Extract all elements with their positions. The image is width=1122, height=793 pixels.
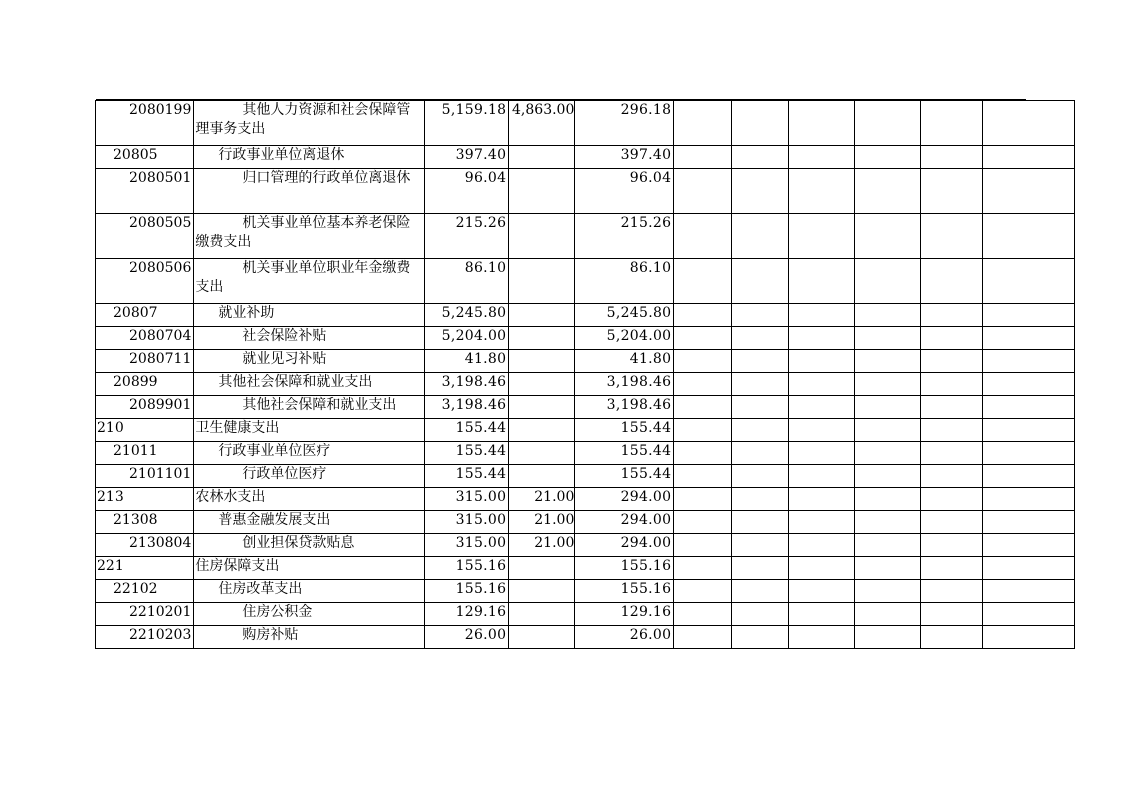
empty-cell	[855, 419, 921, 442]
row-project: 96.04	[575, 169, 674, 214]
row-total: 5,245.80	[425, 304, 509, 327]
row-name: 行政事业单位离退休	[194, 146, 425, 169]
empty-cell	[921, 214, 983, 259]
row-name: 就业补助	[194, 304, 425, 327]
empty-cell	[674, 511, 732, 534]
row-code: 22102	[96, 580, 194, 603]
empty-cell	[983, 259, 1075, 304]
row-total: 41.80	[425, 350, 509, 373]
empty-cell	[855, 488, 921, 511]
row-code: 2080704	[96, 327, 194, 350]
empty-cell	[921, 442, 983, 465]
row-project: 155.44	[575, 465, 674, 488]
row-name: 机关事业单位基本养老保险缴费支出	[194, 214, 425, 259]
row-code: 213	[96, 488, 194, 511]
row-name: 购房补贴	[194, 626, 425, 649]
empty-cell	[732, 350, 789, 373]
empty-cell	[983, 214, 1075, 259]
row-total: 96.04	[425, 169, 509, 214]
empty-cell	[789, 511, 855, 534]
empty-cell	[983, 350, 1075, 373]
table-row	[96, 626, 1075, 649]
empty-cell	[732, 304, 789, 327]
empty-cell	[983, 373, 1075, 396]
empty-cell	[855, 101, 921, 146]
table-row	[96, 465, 1075, 488]
row-total: 3,198.46	[425, 373, 509, 396]
empty-cell	[983, 580, 1075, 603]
empty-cell	[789, 419, 855, 442]
empty-cell	[921, 419, 983, 442]
empty-cell	[789, 626, 855, 649]
empty-cell	[674, 465, 732, 488]
row-basic	[509, 327, 575, 350]
empty-cell	[983, 534, 1075, 557]
empty-cell	[855, 511, 921, 534]
table-row	[96, 304, 1075, 327]
empty-cell	[855, 442, 921, 465]
empty-cell	[789, 146, 855, 169]
row-total: 155.44	[425, 419, 509, 442]
row-code: 2101101	[96, 465, 194, 488]
row-name: 住房公积金	[194, 603, 425, 626]
empty-cell	[855, 534, 921, 557]
empty-cell	[983, 327, 1075, 350]
row-code: 2080506	[96, 259, 194, 304]
table-row	[96, 214, 1075, 259]
row-name: 创业担保贷款贴息	[194, 534, 425, 557]
empty-cell	[921, 511, 983, 534]
row-code: 2080505	[96, 214, 194, 259]
empty-cell	[983, 304, 1075, 327]
row-total: 155.44	[425, 442, 509, 465]
empty-cell	[855, 327, 921, 350]
empty-cell	[674, 373, 732, 396]
table-row	[96, 101, 1075, 146]
row-project: 155.44	[575, 419, 674, 442]
empty-cell	[674, 169, 732, 214]
empty-cell	[921, 534, 983, 557]
row-total: 397.40	[425, 146, 509, 169]
empty-cell	[674, 557, 732, 580]
empty-cell	[855, 304, 921, 327]
table-row	[96, 350, 1075, 373]
empty-cell	[732, 169, 789, 214]
empty-cell	[983, 101, 1075, 146]
row-total: 155.16	[425, 557, 509, 580]
row-code: 20807	[96, 304, 194, 327]
empty-cell	[855, 557, 921, 580]
row-name: 其他人力资源和社会保障管理事务支出	[194, 101, 425, 146]
empty-cell	[921, 101, 983, 146]
table-row	[96, 327, 1075, 350]
empty-cell	[789, 557, 855, 580]
empty-cell	[855, 259, 921, 304]
row-basic: 21.00	[509, 534, 575, 557]
empty-cell	[983, 396, 1075, 419]
row-basic: 4,863.00	[509, 101, 575, 146]
row-code: 2080711	[96, 350, 194, 373]
empty-cell	[789, 488, 855, 511]
empty-cell	[732, 557, 789, 580]
row-project: 397.40	[575, 146, 674, 169]
empty-cell	[855, 169, 921, 214]
row-name: 行政单位医疗	[194, 465, 425, 488]
empty-cell	[983, 419, 1075, 442]
row-basic	[509, 259, 575, 304]
row-project: 294.00	[575, 488, 674, 511]
empty-cell	[921, 373, 983, 396]
row-name: 归口管理的行政单位离退休	[194, 169, 425, 214]
empty-cell	[789, 373, 855, 396]
row-basic	[509, 465, 575, 488]
row-name: 其他社会保障和就业支出	[194, 396, 425, 419]
row-total: 3,198.46	[425, 396, 509, 419]
empty-cell	[789, 603, 855, 626]
row-code: 2130804	[96, 534, 194, 557]
row-code: 2210201	[96, 603, 194, 626]
empty-cell	[732, 214, 789, 259]
row-basic	[509, 169, 575, 214]
row-name: 行政事业单位医疗	[194, 442, 425, 465]
empty-cell	[921, 304, 983, 327]
empty-cell	[855, 214, 921, 259]
empty-cell	[921, 626, 983, 649]
empty-cell	[921, 580, 983, 603]
row-project: 86.10	[575, 259, 674, 304]
row-basic	[509, 350, 575, 373]
row-basic	[509, 214, 575, 259]
empty-cell	[855, 146, 921, 169]
empty-cell	[921, 146, 983, 169]
empty-cell	[921, 396, 983, 419]
row-total: 315.00	[425, 534, 509, 557]
empty-cell	[983, 465, 1075, 488]
empty-cell	[921, 350, 983, 373]
table-row	[96, 146, 1075, 169]
empty-cell	[789, 396, 855, 419]
empty-cell	[983, 488, 1075, 511]
row-basic	[509, 146, 575, 169]
row-code: 210	[96, 419, 194, 442]
empty-cell	[855, 465, 921, 488]
empty-cell	[674, 580, 732, 603]
row-code: 21011	[96, 442, 194, 465]
row-total: 86.10	[425, 259, 509, 304]
empty-cell	[674, 214, 732, 259]
empty-cell	[855, 396, 921, 419]
table-row	[96, 580, 1075, 603]
empty-cell	[674, 350, 732, 373]
empty-cell	[983, 603, 1075, 626]
empty-cell	[789, 442, 855, 465]
empty-cell	[789, 214, 855, 259]
table-row	[96, 603, 1075, 626]
empty-cell	[789, 327, 855, 350]
empty-cell	[674, 327, 732, 350]
row-total: 155.16	[425, 580, 509, 603]
row-name: 住房改革支出	[194, 580, 425, 603]
empty-cell	[732, 580, 789, 603]
row-basic	[509, 373, 575, 396]
empty-cell	[921, 327, 983, 350]
empty-cell	[732, 146, 789, 169]
empty-cell	[732, 419, 789, 442]
row-project: 5,204.00	[575, 327, 674, 350]
row-project: 296.18	[575, 101, 674, 146]
empty-cell	[732, 488, 789, 511]
table-row	[96, 373, 1075, 396]
empty-cell	[789, 101, 855, 146]
empty-cell	[921, 603, 983, 626]
row-project: 26.00	[575, 626, 674, 649]
row-basic	[509, 442, 575, 465]
empty-cell	[674, 442, 732, 465]
row-name: 农林水支出	[194, 488, 425, 511]
row-name: 机关事业单位职业年金缴费支出	[194, 259, 425, 304]
empty-cell	[732, 396, 789, 419]
row-total: 5,159.18	[425, 101, 509, 146]
row-project: 3,198.46	[575, 396, 674, 419]
row-project: 155.16	[575, 580, 674, 603]
row-basic	[509, 304, 575, 327]
row-total: 26.00	[425, 626, 509, 649]
empty-cell	[921, 488, 983, 511]
table-row	[96, 396, 1075, 419]
row-name: 住房保障支出	[194, 557, 425, 580]
row-project: 3,198.46	[575, 373, 674, 396]
empty-cell	[789, 304, 855, 327]
table-row	[96, 442, 1075, 465]
row-code: 21308	[96, 511, 194, 534]
empty-cell	[732, 626, 789, 649]
table-row	[96, 557, 1075, 580]
row-project: 129.16	[575, 603, 674, 626]
empty-cell	[789, 465, 855, 488]
table-row	[96, 511, 1075, 534]
table-row	[96, 488, 1075, 511]
row-basic	[509, 580, 575, 603]
empty-cell	[674, 146, 732, 169]
empty-cell	[732, 327, 789, 350]
row-project: 294.00	[575, 534, 674, 557]
empty-cell	[732, 259, 789, 304]
row-code: 20805	[96, 146, 194, 169]
empty-cell	[732, 373, 789, 396]
empty-cell	[789, 350, 855, 373]
empty-cell	[732, 511, 789, 534]
row-name: 其他社会保障和就业支出	[194, 373, 425, 396]
row-code: 2089901	[96, 396, 194, 419]
budget-expenditure-table	[95, 100, 1075, 649]
empty-cell	[674, 488, 732, 511]
empty-cell	[674, 603, 732, 626]
row-project: 155.44	[575, 442, 674, 465]
row-project: 215.26	[575, 214, 674, 259]
empty-cell	[983, 626, 1075, 649]
table-body	[96, 101, 1075, 649]
row-name: 普惠金融发展支出	[194, 511, 425, 534]
empty-cell	[855, 350, 921, 373]
empty-cell	[855, 373, 921, 396]
empty-cell	[674, 101, 732, 146]
empty-cell	[789, 580, 855, 603]
empty-cell	[855, 603, 921, 626]
row-basic	[509, 557, 575, 580]
empty-cell	[732, 603, 789, 626]
empty-cell	[921, 169, 983, 214]
empty-cell	[921, 259, 983, 304]
empty-cell	[789, 259, 855, 304]
row-total: 315.00	[425, 488, 509, 511]
row-name: 社会保险补贴	[194, 327, 425, 350]
empty-cell	[674, 259, 732, 304]
row-project: 5,245.80	[575, 304, 674, 327]
row-total: 215.26	[425, 214, 509, 259]
row-name: 卫生健康支出	[194, 419, 425, 442]
row-project: 41.80	[575, 350, 674, 373]
row-name: 就业见习补贴	[194, 350, 425, 373]
row-basic	[509, 626, 575, 649]
row-code: 2080199	[96, 101, 194, 146]
empty-cell	[732, 442, 789, 465]
empty-cell	[983, 442, 1075, 465]
empty-cell	[674, 534, 732, 557]
row-code: 221	[96, 557, 194, 580]
table-row	[96, 419, 1075, 442]
row-basic: 21.00	[509, 488, 575, 511]
row-total: 5,204.00	[425, 327, 509, 350]
row-total: 155.44	[425, 465, 509, 488]
empty-cell	[732, 534, 789, 557]
empty-cell	[983, 146, 1075, 169]
empty-cell	[855, 580, 921, 603]
empty-cell	[983, 511, 1075, 534]
empty-cell	[921, 465, 983, 488]
row-project: 155.16	[575, 557, 674, 580]
empty-cell	[983, 169, 1075, 214]
table-row	[96, 534, 1075, 557]
empty-cell	[789, 169, 855, 214]
empty-cell	[789, 534, 855, 557]
empty-cell	[983, 557, 1075, 580]
row-basic	[509, 603, 575, 626]
empty-cell	[674, 419, 732, 442]
row-code: 2210203	[96, 626, 194, 649]
row-code: 20899	[96, 373, 194, 396]
empty-cell	[855, 626, 921, 649]
table-row	[96, 259, 1075, 304]
row-code: 2080501	[96, 169, 194, 214]
row-basic	[509, 419, 575, 442]
empty-cell	[921, 557, 983, 580]
table-row	[96, 169, 1075, 214]
row-total: 315.00	[425, 511, 509, 534]
row-basic	[509, 396, 575, 419]
empty-cell	[674, 396, 732, 419]
empty-cell	[674, 304, 732, 327]
row-total: 129.16	[425, 603, 509, 626]
empty-cell	[674, 626, 732, 649]
empty-cell	[732, 101, 789, 146]
row-project: 294.00	[575, 511, 674, 534]
row-basic: 21.00	[509, 511, 575, 534]
empty-cell	[732, 465, 789, 488]
